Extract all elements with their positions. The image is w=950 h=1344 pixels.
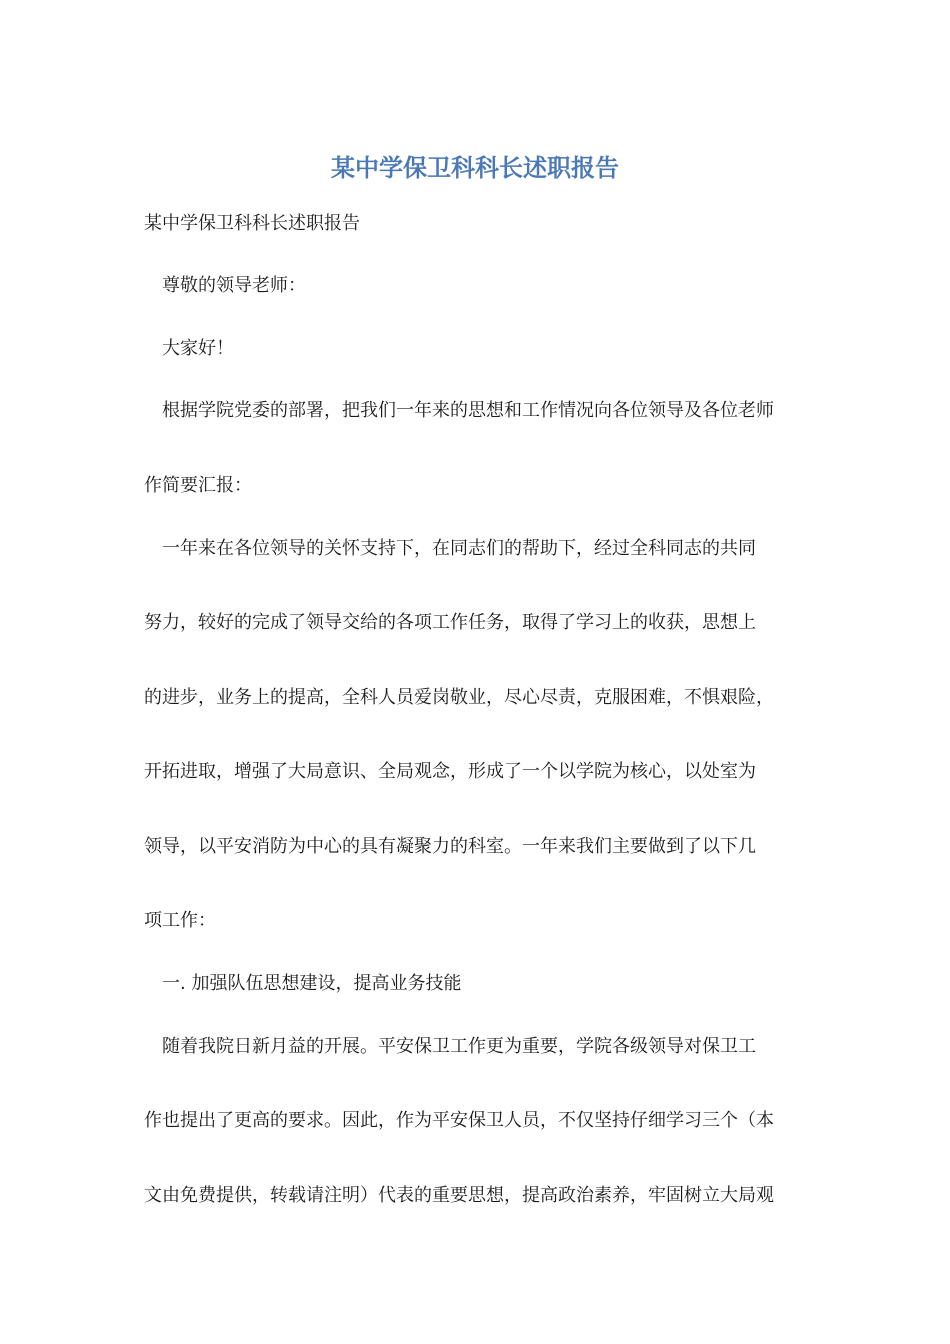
paragraph-line: 文由免费提供，转载请注明）代表的重要思想，提高政治素养，牢固树立大局观 [144,1185,774,1206]
paragraph-line: 领导，以平安消防为中心的具有凝聚力的科室。一年来我们主要做到了以下几 [144,836,756,857]
document-title: 某中学保卫科科长述职报告 [331,153,619,182]
subtitle-line: 某中学保卫科科长述职报告 [144,213,360,234]
paragraph-line: 项工作： [144,910,216,931]
section-heading: 一. 加强队伍思想建设，提高业务技能 [162,973,462,994]
paragraph-line: 的进步，业务上的提高，全科人员爱岗敬业，尽心尽责，克服困难，不惧艰险， [144,687,774,708]
paragraph-line: 随着我院日新月益的开展。平安保卫工作更为重要，学院各级领导对保卫工 [162,1036,756,1057]
greeting-line: 大家好！ [162,338,234,359]
paragraph-line: 作也提出了更高的要求。因此，作为平安保卫人员，不仅坚持仔细学习三个（本 [144,1110,774,1131]
paragraph-line: 一年来在各位领导的关怀支持下，在同志们的帮助下，经过全科同志的共同 [162,538,756,559]
paragraph-line: 根据学院党委的部署，把我们一年来的思想和工作情况向各位领导及各位老师 [162,400,774,421]
salutation-line: 尊敬的领导老师： [162,275,306,296]
paragraph-line: 作简要汇报： [144,475,252,496]
paragraph-line: 开拓进取，增强了大局意识、全局观念，形成了一个以学院为核心，以处室为 [144,761,756,782]
paragraph-line: 努力，较好的完成了领导交给的各项工作任务，取得了学习上的收获，思想上 [144,612,756,633]
